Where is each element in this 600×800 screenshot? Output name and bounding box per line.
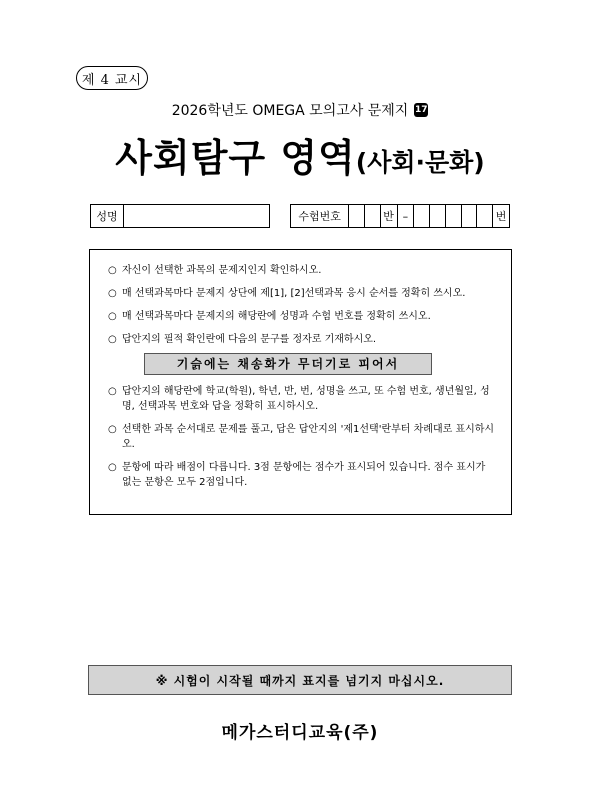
instruction-text: 답안지의 해당란에 학교(학원), 학년, 반, 번, 성명을 쓰고, 또 수험 번호, 생년월일, 성명, 선택과목 번호와 답을 정확히 표시하시오. xyxy=(122,386,490,412)
publisher-name: 메가스터디교육(주) xyxy=(221,723,379,743)
exam-digit-box[interactable] xyxy=(477,205,493,227)
instruction-text: 문항에 따라 배점이 다릅니다. 3점 문항에는 점수가 표시되어 있습니다. 점수 표시가 없는 문항은 모두 2점입니다. xyxy=(122,462,486,488)
instruction-text: 선택한 과목 순서대로 문제를 풀고, 답은 답안지의 '제1선택'란부터 차례대로 표시하시오. xyxy=(122,424,495,450)
name-label: 성명 xyxy=(91,205,124,227)
handwriting-phrase: 기슭에는 채송화가 무더기로 피어서 xyxy=(144,353,432,375)
circle-bullet-icon: ○ xyxy=(108,334,117,345)
instruction-text: 매 선택과목마다 문제지 상단에 제[1], [2]선택과목 응시 순서를 정확히 쓰시오. xyxy=(122,288,466,299)
instruction-item xyxy=(108,263,497,278)
do-not-turn-notice: ※ 시험이 시작될 때까지 표지를 넘기지 마십시오. xyxy=(88,665,512,695)
class-label: 반 xyxy=(381,205,398,227)
circle-bullet-icon: ○ xyxy=(108,462,117,473)
exam-digit-box[interactable] xyxy=(430,205,446,227)
name-input-area[interactable] xyxy=(124,205,269,227)
instruction-item xyxy=(108,460,497,490)
title-main: 사회탐구 영역 xyxy=(115,136,356,180)
instruction-item xyxy=(108,309,497,324)
period-label: 제 4 교시 xyxy=(76,66,148,90)
instructions-box xyxy=(89,249,512,515)
number-label: 번 xyxy=(495,210,507,223)
page-title xyxy=(0,127,600,182)
exam-digit-box[interactable] xyxy=(365,205,381,227)
instruction-item xyxy=(108,286,497,301)
circle-bullet-icon: ○ xyxy=(108,424,117,435)
circle-bullet-icon: ○ xyxy=(108,265,117,276)
name-field[interactable] xyxy=(90,204,270,228)
exam-number-label: 수험번호 xyxy=(291,205,349,227)
dash-separator: – xyxy=(398,205,415,227)
instruction-item xyxy=(108,384,497,414)
circle-bullet-icon: ○ xyxy=(108,311,117,322)
exam-subtitle xyxy=(0,100,600,120)
circle-bullet-icon: ○ xyxy=(108,288,117,299)
exam-digit-box[interactable] xyxy=(446,205,462,227)
circle-bullet-icon: ○ xyxy=(108,386,117,397)
subtitle-text: 2026학년도 OMEGA 모의고사 문제지 xyxy=(171,103,409,119)
instruction-text: 답안지의 필적 확인란에 다음의 문구를 정자로 기재하시오. xyxy=(122,334,377,345)
exam-digit-box[interactable] xyxy=(414,205,430,227)
instruction-item xyxy=(108,332,497,347)
instruction-text: 매 선택과목마다 문제지의 해당란에 성명과 수험 번호를 정확히 쓰시오. xyxy=(122,311,431,322)
exam-number-field[interactable] xyxy=(290,204,510,228)
booklet-number-badge: 17 xyxy=(415,105,428,115)
instruction-text: 자신이 선택한 과목의 문제지인지 확인하시오. xyxy=(122,265,322,276)
exam-digit-box[interactable] xyxy=(462,205,478,227)
title-subject: (사회·문화) xyxy=(355,148,485,177)
exam-digit-box[interactable] xyxy=(349,205,365,227)
instruction-item xyxy=(108,422,497,452)
